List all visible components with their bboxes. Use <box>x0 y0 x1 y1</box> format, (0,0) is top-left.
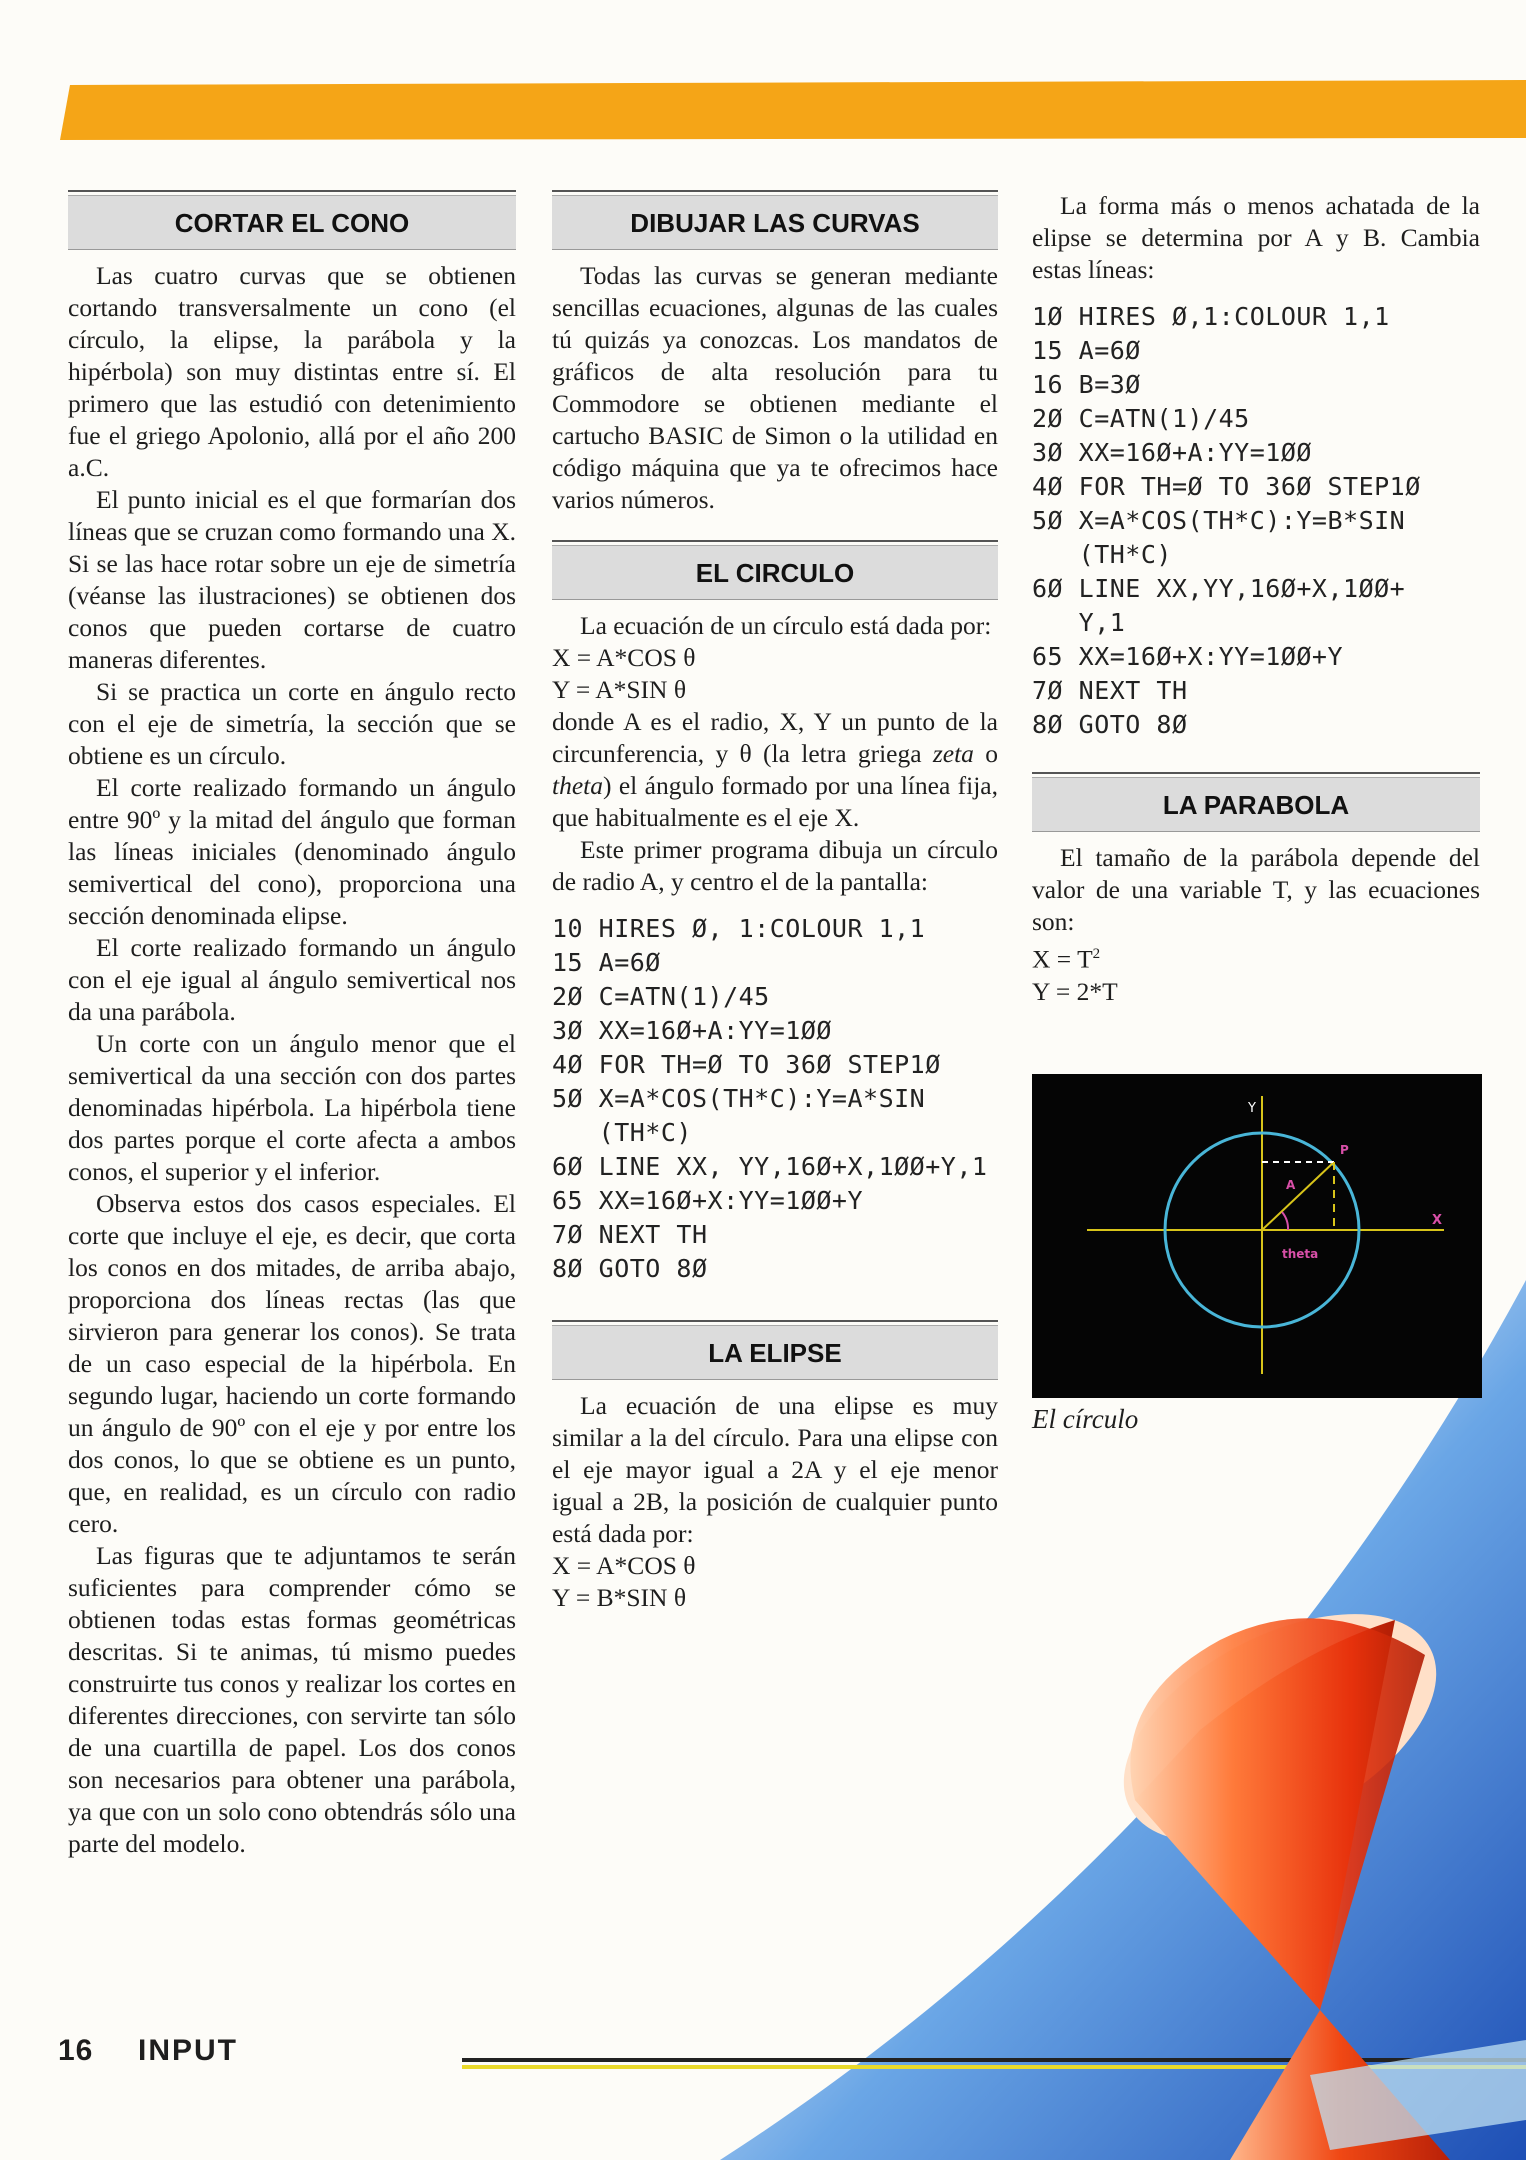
paragraph: Observa estos dos casos especiales. El corte que incluye el eje, es decir, que corta los conos en dos mitades, de arriba abajo, proporciona dos líneas rectas (las que sirvieron para generar los conos). Se trata de un caso especial de la hipérbola. En segundo lugar, haciendo un corte formando un ángulo de 90º con el eje y por entre los dos conos, lo que se obtiene es un punto, que, en realidad, es un círculo con radio cero. <box>68 1189 516 1538</box>
label-theta: theta <box>1282 1246 1319 1261</box>
radius-line <box>1262 1162 1334 1230</box>
section-header-cortar <box>68 190 516 250</box>
paragraph: Todas las curvas se generan mediante sencillas ecuaciones, algunas de las cuales tú quizás ya conozcas. Los mandatos de gráficos de alta resolución para tu Commodore se obtienen mediante el cartucho BASIC de Simon o la utilidad en código máquina que ya te ofrecimos hace varios números. <box>552 261 998 514</box>
code-line: 3Ø XX=16Ø+A:YY=1ØØ <box>1032 438 1312 467</box>
section-title: EL CIRCULO <box>552 545 998 600</box>
section-title: LA ELIPSE <box>552 1325 998 1380</box>
code-line: 3Ø XX=16Ø+A:YY=1ØØ <box>552 1016 832 1045</box>
paragraph: Las figuras que te adjuntamos te serán suficientes para comprender cómo se obtienen todas estas formas geométricas descritas. Si te animas, tú mismo puedes construirte tus conos y realizar los cortes en diferentes direcciones, con servirte tan sólo de una cuartilla de papel. Los dos conos son necesarios para obtener una parábola, ya que con un solo cono obtendrás sólo una parte del modelo. <box>68 1541 516 1858</box>
code-line: (TH*C) <box>552 1118 692 1147</box>
equation: Y = A*SIN θ <box>552 675 687 704</box>
code-line: 2Ø C=ATN(1)/45 <box>552 982 770 1011</box>
paragraph: La forma más o menos achatada de la elipse se determina por A y B. Cambia estas líneas: <box>1032 191 1480 284</box>
label-y: Y <box>1248 1100 1256 1116</box>
equation: X = A*COS θ <box>552 1551 696 1580</box>
code-line: 6Ø LINE XX,YY,16Ø+X,1ØØ+ <box>1032 574 1406 603</box>
code-line: 10 HIRES Ø, 1:COLOUR 1,1 <box>552 914 926 943</box>
section-header-elipse <box>552 1320 998 1380</box>
code-line: 65 XX=16Ø+X:YY=1ØØ+Y <box>1032 642 1344 671</box>
code-line: (TH*C) <box>1032 540 1172 569</box>
section-header-dibujar <box>552 190 998 250</box>
section-header-parabola <box>1032 772 1480 832</box>
code-line: 2Ø C=ATN(1)/45 <box>1032 404 1250 433</box>
code-listing <box>1032 300 1480 742</box>
paragraph: El tamaño de la parábola depende del valor de una variable T, y las ecuaciones son: <box>1032 843 1480 936</box>
code-line: 16 B=3Ø <box>1032 370 1141 399</box>
equation: Y = B*SIN θ <box>552 1583 687 1612</box>
equation: $X = T^2$ <box>1032 944 1101 974</box>
footer-rule <box>462 2058 1526 2062</box>
column-1 <box>68 190 516 1860</box>
paragraph: La ecuación de un círculo está dada por: <box>580 611 992 640</box>
code-line: 15 A=6Ø <box>552 948 661 977</box>
equation: Y = 2*T <box>1032 976 1118 1006</box>
paragraph: donde A es el radio, X, Y un punto de la circunferencia, y θ (la letra griega zeta o theta) el ángulo formado por una línea fija, que habitualmente es el eje X. <box>552 707 998 832</box>
paragraph: Si se practica un corte en ángulo recto con el eje de simetría, la sección que se obtiene es un círculo. <box>68 677 516 770</box>
theta-arc <box>1282 1212 1288 1230</box>
section-title: LA PARABOLA <box>1032 777 1480 832</box>
orange-band <box>60 80 1526 140</box>
paragraph: La ecuación de una elipse es muy similar a la del círculo. Para una elipse con el eje mayor igual a 2A y el eje menor igual a 2B, la posición de cualquier punto está dada por: <box>552 1391 998 1548</box>
circle-figure <box>1032 1074 1482 1398</box>
section-header-circulo <box>552 540 998 600</box>
figure-caption: El círculo <box>1032 1403 1139 1434</box>
code-line: 7Ø NEXT TH <box>552 1220 708 1249</box>
code-line: 8Ø GOTO 8Ø <box>1032 710 1188 739</box>
code-line: 4Ø FOR TH=Ø TO 36Ø STEP1Ø <box>552 1050 941 1079</box>
paragraph: El corte realizado formando un ángulo entre 90º y la mitad del ángulo que forman las líneas iniciales (denominado ángulo semivertical del cono), proporciona una sección denominada elipse. <box>68 773 516 930</box>
code-line: 7Ø NEXT TH <box>1032 676 1188 705</box>
label-a: A <box>1286 1177 1296 1192</box>
paragraph: El corte realizado formando un ángulo con el eje igual al ángulo semivertical nos da una parábola. <box>68 933 516 1026</box>
paragraph: Este primer programa dibuja un círculo de radio A, y centro el de la pantalla: <box>552 835 998 896</box>
code-line: 8Ø GOTO 8Ø <box>552 1254 708 1283</box>
page-number: 16 <box>58 2034 94 2067</box>
section-title: DIBUJAR LAS CURVAS <box>552 195 998 250</box>
code-line: 1Ø HIRES Ø,1:COLOUR 1,1 <box>1032 302 1390 331</box>
label-x: X <box>1432 1212 1443 1228</box>
code-line: 5Ø X=A*COS(TH*C):Y=A*SIN <box>552 1084 926 1113</box>
code-line: 5Ø X=A*COS(TH*C):Y=B*SIN <box>1032 506 1406 535</box>
label-p: P <box>1340 1142 1349 1157</box>
paragraph: Las cuatro curvas que se obtienen cortando transversalmente un cono (el círculo, la elipse, la parábola y la hipérbola) son muy distintas entre sí. El primero que las estudió con detenimiento fue el griego Apolonio, allá por el año 200 a.C. <box>68 261 516 482</box>
paragraph: El punto inicial es el que formarían dos líneas que se cruzan como formando una X. Si se las hace rotar sobre un eje de simetría (véanse las ilustraciones) se obtienen dos conos que pueden cortarse de cuatro maneras diferentes. <box>68 485 516 674</box>
equation: X = A*COS θ <box>552 643 696 672</box>
paragraph: Un corte con un ángulo menor que el semivertical da una sección con dos partes denominadas hipérbola. La hipérbola tiene dos partes porque el corte afecta a ambos conos, el superior y el inferior. <box>68 1029 516 1186</box>
code-line: 4Ø FOR TH=Ø TO 36Ø STEP1Ø <box>1032 472 1421 501</box>
section-title: CORTAR EL CONO <box>68 195 516 250</box>
circle-diagram <box>1032 1074 1482 1398</box>
code-line: Y,1 <box>1032 608 1126 637</box>
column-2 <box>552 190 998 1614</box>
column-3 <box>1032 190 1480 1435</box>
code-line: 6Ø LINE XX, YY,16Ø+X,1ØØ+Y,1 <box>552 1152 988 1181</box>
code-line: 65 XX=16Ø+X:YY=1ØØ+Y <box>552 1186 864 1215</box>
code-listing <box>552 912 998 1286</box>
magazine-name: INPUT <box>138 2034 238 2067</box>
code-line: 15 A=6Ø <box>1032 336 1141 365</box>
